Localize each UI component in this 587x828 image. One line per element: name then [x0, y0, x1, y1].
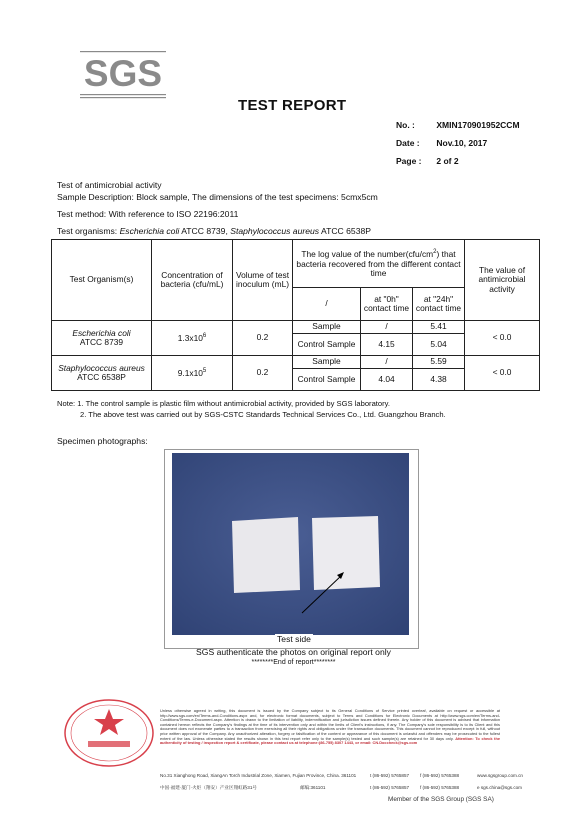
specimen-right [312, 516, 380, 590]
report-no-label: No. : [396, 120, 415, 130]
sgs-logo-text: SGS [83, 53, 163, 94]
organism-2-strain: ATCC 6538P [319, 226, 371, 236]
header-log-value [293, 240, 465, 288]
address-en: No.31 Xianghong Road, XiangAn Torch Industrial Zone, Xiamen, Fujian Province, China. 361101 [160, 773, 357, 778]
control-0h: 4.04 [361, 369, 413, 391]
specimen-photos-label: Specimen photographs: [57, 436, 148, 446]
sample-label: Sample [293, 321, 361, 334]
concentration-exponent: 5 [202, 368, 207, 375]
fax-2: f (86-592) 5765388 [420, 785, 460, 790]
concentration-base: 1.3x10 [177, 333, 203, 344]
test-organisms [57, 226, 371, 236]
concentration-exponent: 6 [202, 333, 207, 340]
organism-cell [52, 356, 152, 391]
header-24h: at "24h" contact time [413, 288, 465, 321]
header-concentration: Concentration of bacteria (cfu/mL) [152, 240, 233, 321]
header-antimicrobial-value: The value of antimicrobial activity [465, 240, 540, 321]
volume-cell: 0.2 [233, 356, 293, 391]
header-volume: Volume of test inoculum (mL) [233, 240, 293, 321]
sample-label: Sample [293, 356, 361, 369]
report-page-label: Page : [396, 156, 422, 166]
control-24h: 5.04 [413, 334, 465, 356]
sample-description: Sample Description: Block sample, The dimensions of the test specimens: 5cmx5cm [57, 192, 378, 202]
address-cn: 中国·福建·厦门·火炬（翔安）产业区翔虹路31号 [160, 785, 257, 790]
organism-strain: ATCC 8739 [79, 337, 124, 347]
disclaimer-text: Unless otherwise agreed in writing, this document is issued by the Company subject to its General Conditions of Service printed overleaf, available on request or accessible at http://www.sgs.com/en/Terms-and-Conditions.aspx and, for electronic format documents, subject to Terms and Conditions for Electronic Documents at http://www.sgs.com/en/Terms-and-Conditions/Terms-e-Document.aspx. Attention is drawn to the limitation of liability, indemnification and jurisdiction issues defined therein. Any holder of this document is advised that information contained hereon reflects the Company's findings at the time of its intervention only and within the limits of Client's instructions, if any. The Company's sole responsibility is to its Client and this document does not exonerate parties to a transaction from exercising all their rights and obligations under the transaction documents. This document cannot be reproduced except in full, without prior written approval of the Company. Any unauthorized alteration, forgery or falsification of the content or appearance of this document is unlawful and offenders may be prosecuted to the fullest extent of the law. Unless otherwise stated the results shown in this test report refer only to the sample(s) tested and such sample(s) are retained for 30 days only. [160, 708, 500, 741]
concentration-cell [152, 321, 233, 356]
disclaimer [160, 709, 500, 746]
control-label: Control Sample [293, 369, 361, 391]
organism-1-name: Escherichia coli [119, 226, 180, 236]
report-title: TEST REPORT [238, 97, 347, 114]
organism-name: Staphylococcus aureus [58, 362, 145, 373]
email: e sgs.china@sgs.com [477, 785, 523, 790]
fax-1: f (86-592) 5765388 [420, 773, 460, 778]
seal-stamp [62, 697, 156, 769]
sample-0h: / [361, 356, 413, 369]
attention-text: Attention: To check the authenticity of testing / inspection report & certificate, please contact us at telephone:(86-755) 8307 1443, or email: CN.Doccheck@sgs.com [160, 735, 500, 746]
volume-cell: 0.2 [233, 321, 293, 356]
header-organism: Test Organism(s) [52, 240, 152, 321]
header-0h: at "0h" contact time [361, 288, 413, 321]
authenticate-note: SGS authenticate the photos on original report only [196, 647, 391, 657]
control-label: Control Sample [293, 334, 361, 356]
sgs-logo [80, 48, 166, 100]
report-page-value: 2 of 2 [436, 156, 459, 166]
organism-1-strain: ATCC 8739, [179, 226, 231, 236]
test-organisms-prefix: Test organisms: [57, 226, 120, 236]
table-row [52, 321, 540, 334]
header-log-value-sup: 2 [433, 249, 437, 256]
tel-1: t (86-592) 5765857 [370, 773, 410, 778]
test-title-line: Test of antimicrobial activity [57, 180, 162, 190]
header-log-value-b: ) that bacteria recovered from the different contact time [296, 249, 461, 279]
specimen-photo [172, 453, 409, 635]
header-slash: / [293, 288, 361, 321]
report-meta [396, 116, 520, 170]
header-log-value-a: The log value of the number(cfu/cm [301, 249, 434, 260]
website: www.sgsgroup.com.cn [477, 773, 523, 778]
organism-name: Escherichia coli [72, 327, 131, 338]
test-method: Test method: With reference to ISO 22196:2011 [57, 209, 239, 219]
postcode-cn: 邮编:361101 [300, 785, 326, 790]
report-date-value: Nov.10, 2017 [436, 138, 488, 148]
organism-cell [52, 321, 152, 356]
concentration-base: 9.1x10 [177, 368, 203, 379]
control-24h: 4.38 [413, 369, 465, 391]
note-2: 2. The above test was carried out by SGS-CSTC Standards Technical Services Co., Ltd. Guangzhou Branch. [80, 410, 446, 419]
report-no-value: XMIN170901952CCM [436, 120, 520, 130]
sample-24h: 5.41 [413, 321, 465, 334]
tel-2: t (86-592) 5765857 [370, 785, 410, 790]
activity-cell: < 0.0 [465, 356, 540, 391]
organism-strain: ATCC 6538P [77, 372, 126, 382]
notes [57, 398, 446, 420]
results-table [51, 239, 540, 391]
note-1: Note: 1. The control sample is plastic film without antimicrobial activity, provided by SGS laboratory. [57, 399, 390, 408]
control-0h: 4.15 [361, 334, 413, 356]
member-line: Member of the SGS Group (SGS SA) [388, 796, 494, 803]
organism-2-name: Staphylococcus aureus [230, 226, 320, 236]
specimen-left [232, 517, 300, 593]
table-row [52, 356, 540, 369]
sample-24h: 5.59 [413, 356, 465, 369]
concentration-cell [152, 356, 233, 391]
activity-cell: < 0.0 [465, 321, 540, 356]
report-date-label: Date : [396, 138, 420, 148]
test-side-label: Test side [277, 634, 311, 644]
end-of-report: ********End of report******** [251, 659, 336, 666]
sample-0h: / [361, 321, 413, 334]
